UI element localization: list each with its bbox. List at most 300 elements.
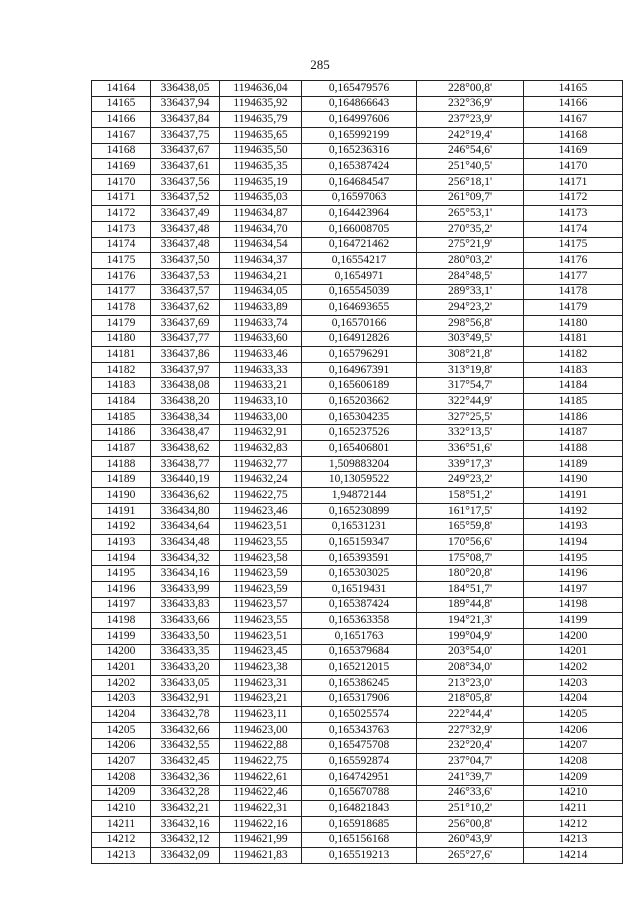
point-number-cell: 14172 — [92, 206, 151, 222]
distance-cell: 0,16531231 — [302, 519, 417, 535]
point-number-cell: 14206 — [92, 738, 151, 754]
next-point-number-cell: 14193 — [524, 519, 623, 535]
distance-cell: 0,165918685 — [302, 816, 417, 832]
point-number-cell: 14179 — [92, 315, 151, 331]
y-coordinate-cell: 1194636,04 — [220, 81, 302, 97]
point-number-cell: 14174 — [92, 237, 151, 253]
distance-cell: 0,164742951 — [302, 769, 417, 785]
y-coordinate-cell: 1194633,21 — [220, 378, 302, 394]
point-number-cell: 14187 — [92, 441, 151, 457]
next-point-number-cell: 14177 — [524, 268, 623, 284]
point-number-cell: 14195 — [92, 566, 151, 582]
x-coordinate-cell: 336434,16 — [151, 566, 220, 582]
point-number-cell: 14211 — [92, 816, 151, 832]
direction-angle-cell: 165°59,8' — [417, 519, 524, 535]
table-row — [92, 722, 623, 738]
distance-cell: 0,165363358 — [302, 613, 417, 629]
x-coordinate-cell: 336440,19 — [151, 472, 220, 488]
x-coordinate-cell: 336434,64 — [151, 519, 220, 535]
x-coordinate-cell: 336437,84 — [151, 112, 220, 128]
point-number-cell: 14189 — [92, 472, 151, 488]
y-coordinate-cell: 1194632,77 — [220, 456, 302, 472]
direction-angle-cell: 203°54,0' — [417, 644, 524, 660]
table-row — [92, 754, 623, 770]
point-number-cell: 14200 — [92, 644, 151, 660]
next-point-number-cell: 14194 — [524, 535, 623, 551]
point-number-cell: 14164 — [92, 81, 151, 97]
direction-angle-cell: 317°54,7' — [417, 378, 524, 394]
y-coordinate-cell: 1194632,83 — [220, 441, 302, 457]
direction-angle-cell: 280°03,2' — [417, 253, 524, 269]
y-coordinate-cell: 1194622,46 — [220, 785, 302, 801]
point-number-cell: 14193 — [92, 535, 151, 551]
y-coordinate-cell: 1194623,51 — [220, 628, 302, 644]
direction-angle-cell: 265°53,1' — [417, 206, 524, 222]
y-coordinate-cell: 1194635,03 — [220, 190, 302, 206]
direction-angle-cell: 237°04,7' — [417, 754, 524, 770]
distance-cell: 0,165156168 — [302, 832, 417, 848]
next-point-number-cell: 14185 — [524, 394, 623, 410]
direction-angle-cell: 246°54,6' — [417, 143, 524, 159]
next-point-number-cell: 14191 — [524, 488, 623, 504]
table-row — [92, 801, 623, 817]
point-number-cell: 14182 — [92, 362, 151, 378]
x-coordinate-cell: 336436,62 — [151, 488, 220, 504]
direction-angle-cell: 249°23,2' — [417, 472, 524, 488]
table-row — [92, 628, 623, 644]
y-coordinate-cell: 1194634,54 — [220, 237, 302, 253]
distance-cell: 0,165479576 — [302, 81, 417, 97]
distance-cell: 0,165670788 — [302, 785, 417, 801]
x-coordinate-cell: 336438,20 — [151, 394, 220, 410]
direction-angle-cell: 161°17,5' — [417, 503, 524, 519]
distance-cell: 0,16519431 — [302, 582, 417, 598]
table-row — [92, 456, 623, 472]
x-coordinate-cell: 336438,47 — [151, 425, 220, 441]
x-coordinate-cell: 336437,57 — [151, 284, 220, 300]
table-row — [92, 253, 623, 269]
next-point-number-cell: 14176 — [524, 253, 623, 269]
next-point-number-cell: 14169 — [524, 143, 623, 159]
point-number-cell: 14188 — [92, 456, 151, 472]
table-row — [92, 268, 623, 284]
distance-cell: 0,164821843 — [302, 801, 417, 817]
distance-cell: 0,165386245 — [302, 675, 417, 691]
y-coordinate-cell: 1194622,31 — [220, 801, 302, 817]
point-number-cell: 14185 — [92, 409, 151, 425]
x-coordinate-cell: 336433,83 — [151, 597, 220, 613]
point-number-cell: 14186 — [92, 425, 151, 441]
direction-angle-cell: 256°00,8' — [417, 816, 524, 832]
y-coordinate-cell: 1194623,21 — [220, 691, 302, 707]
point-number-cell: 14176 — [92, 268, 151, 284]
direction-angle-cell: 246°33,6' — [417, 785, 524, 801]
next-point-number-cell: 14166 — [524, 96, 623, 112]
distance-cell: 0,164967391 — [302, 362, 417, 378]
x-coordinate-cell: 336437,67 — [151, 143, 220, 159]
next-point-number-cell: 14179 — [524, 300, 623, 316]
table-row — [92, 127, 623, 143]
direction-angle-cell: 194°21,3' — [417, 613, 524, 629]
x-coordinate-cell: 336433,99 — [151, 582, 220, 598]
next-point-number-cell: 14183 — [524, 362, 623, 378]
next-point-number-cell: 14206 — [524, 722, 623, 738]
distance-cell: 0,165545039 — [302, 284, 417, 300]
next-point-number-cell: 14207 — [524, 738, 623, 754]
table-row — [92, 848, 623, 864]
point-number-cell: 14168 — [92, 143, 151, 159]
direction-angle-cell: 261°09,7' — [417, 190, 524, 206]
table-row — [92, 394, 623, 410]
x-coordinate-cell: 336438,05 — [151, 81, 220, 97]
table-row — [92, 519, 623, 535]
y-coordinate-cell: 1194623,57 — [220, 597, 302, 613]
distance-cell: 0,165519213 — [302, 848, 417, 864]
point-number-cell: 14196 — [92, 582, 151, 598]
y-coordinate-cell: 1194635,35 — [220, 159, 302, 175]
table-row — [92, 206, 623, 222]
point-number-cell: 14190 — [92, 488, 151, 504]
distance-cell: 0,165475708 — [302, 738, 417, 754]
distance-cell: 0,164721462 — [302, 237, 417, 253]
point-number-cell: 14173 — [92, 221, 151, 237]
direction-angle-cell: 275°21,9' — [417, 237, 524, 253]
distance-cell: 0,165796291 — [302, 347, 417, 363]
y-coordinate-cell: 1194635,19 — [220, 174, 302, 190]
point-number-cell: 14210 — [92, 801, 151, 817]
distance-cell: 0,165025574 — [302, 707, 417, 723]
table-row — [92, 738, 623, 754]
direction-angle-cell: 189°44,8' — [417, 597, 524, 613]
next-point-number-cell: 14208 — [524, 754, 623, 770]
y-coordinate-cell: 1194632,24 — [220, 472, 302, 488]
point-number-cell: 14202 — [92, 675, 151, 691]
distance-cell: 0,165992199 — [302, 127, 417, 143]
point-number-cell: 14183 — [92, 378, 151, 394]
next-point-number-cell: 14171 — [524, 174, 623, 190]
next-point-number-cell: 14186 — [524, 409, 623, 425]
y-coordinate-cell: 1194634,05 — [220, 284, 302, 300]
direction-angle-cell: 242°19,4' — [417, 127, 524, 143]
point-number-cell: 14166 — [92, 112, 151, 128]
direction-angle-cell: 175°08,7' — [417, 550, 524, 566]
direction-angle-cell: 232°36,9' — [417, 96, 524, 112]
point-number-cell: 14169 — [92, 159, 151, 175]
next-point-number-cell: 14210 — [524, 785, 623, 801]
next-point-number-cell: 14167 — [524, 112, 623, 128]
point-number-cell: 14181 — [92, 347, 151, 363]
direction-angle-cell: 313°19,8' — [417, 362, 524, 378]
direction-angle-cell: 265°27,6' — [417, 848, 524, 864]
y-coordinate-cell: 1194623,55 — [220, 535, 302, 551]
next-point-number-cell: 14205 — [524, 707, 623, 723]
point-number-cell: 14180 — [92, 331, 151, 347]
table-row — [92, 378, 623, 394]
distance-cell: 0,164866643 — [302, 96, 417, 112]
x-coordinate-cell: 336432,91 — [151, 691, 220, 707]
x-coordinate-cell: 336432,66 — [151, 722, 220, 738]
table-row — [92, 613, 623, 629]
next-point-number-cell: 14200 — [524, 628, 623, 644]
next-point-number-cell: 14184 — [524, 378, 623, 394]
x-coordinate-cell: 336437,86 — [151, 347, 220, 363]
x-coordinate-cell: 336437,56 — [151, 174, 220, 190]
point-number-cell: 14191 — [92, 503, 151, 519]
table-body — [92, 81, 623, 864]
distance-cell: 0,164997606 — [302, 112, 417, 128]
table-row — [92, 488, 623, 504]
next-point-number-cell: 14165 — [524, 81, 623, 97]
direction-angle-cell: 170°56,6' — [417, 535, 524, 551]
distance-cell: 0,164693655 — [302, 300, 417, 316]
next-point-number-cell: 14181 — [524, 331, 623, 347]
direction-angle-cell: 218°05,8' — [417, 691, 524, 707]
direction-angle-cell: 270°35,2' — [417, 221, 524, 237]
x-coordinate-cell: 336437,94 — [151, 96, 220, 112]
y-coordinate-cell: 1194622,16 — [220, 816, 302, 832]
distance-cell: 0,165159347 — [302, 535, 417, 551]
y-coordinate-cell: 1194633,74 — [220, 315, 302, 331]
table-row — [92, 174, 623, 190]
next-point-number-cell: 14173 — [524, 206, 623, 222]
direction-angle-cell: 332°13,5' — [417, 425, 524, 441]
table-row — [92, 143, 623, 159]
distance-cell: 0,165387424 — [302, 597, 417, 613]
y-coordinate-cell: 1194634,87 — [220, 206, 302, 222]
next-point-number-cell: 14187 — [524, 425, 623, 441]
x-coordinate-cell: 336437,48 — [151, 221, 220, 237]
point-number-cell: 14197 — [92, 597, 151, 613]
distance-cell: 0,165387424 — [302, 159, 417, 175]
table-row — [92, 190, 623, 206]
x-coordinate-cell: 336438,62 — [151, 441, 220, 457]
direction-angle-cell: 228°00,8' — [417, 81, 524, 97]
x-coordinate-cell: 336432,12 — [151, 832, 220, 848]
x-coordinate-cell: 336437,49 — [151, 206, 220, 222]
table-row — [92, 112, 623, 128]
point-number-cell: 14165 — [92, 96, 151, 112]
point-number-cell: 14184 — [92, 394, 151, 410]
distance-cell: 0,164912826 — [302, 331, 417, 347]
table-row — [92, 347, 623, 363]
table-row — [92, 409, 623, 425]
point-number-cell: 14209 — [92, 785, 151, 801]
x-coordinate-cell: 336433,20 — [151, 660, 220, 676]
direction-angle-cell: 251°10,2' — [417, 801, 524, 817]
y-coordinate-cell: 1194634,37 — [220, 253, 302, 269]
direction-angle-cell: 213°23,0' — [417, 675, 524, 691]
x-coordinate-cell: 336433,66 — [151, 613, 220, 629]
direction-angle-cell: 256°18,1' — [417, 174, 524, 190]
table-row — [92, 315, 623, 331]
x-coordinate-cell: 336432,55 — [151, 738, 220, 754]
x-coordinate-cell: 336437,97 — [151, 362, 220, 378]
distance-cell: 10,13059522 — [302, 472, 417, 488]
distance-cell: 0,165592874 — [302, 754, 417, 770]
y-coordinate-cell: 1194622,61 — [220, 769, 302, 785]
table-row — [92, 503, 623, 519]
distance-cell: 0,16597063 — [302, 190, 417, 206]
table-row — [92, 597, 623, 613]
x-coordinate-cell: 336438,08 — [151, 378, 220, 394]
x-coordinate-cell: 336432,16 — [151, 816, 220, 832]
y-coordinate-cell: 1194633,89 — [220, 300, 302, 316]
distance-cell: 0,165303025 — [302, 566, 417, 582]
direction-angle-cell: 322°44,9' — [417, 394, 524, 410]
distance-cell: 0,165237526 — [302, 425, 417, 441]
distance-cell: 0,164684547 — [302, 174, 417, 190]
direction-angle-cell: 294°23,2' — [417, 300, 524, 316]
y-coordinate-cell: 1194633,60 — [220, 331, 302, 347]
distance-cell: 0,16554217 — [302, 253, 417, 269]
y-coordinate-cell: 1194623,59 — [220, 566, 302, 582]
y-coordinate-cell: 1194635,92 — [220, 96, 302, 112]
next-point-number-cell: 14174 — [524, 221, 623, 237]
next-point-number-cell: 14196 — [524, 566, 623, 582]
point-number-cell: 14212 — [92, 832, 151, 848]
next-point-number-cell: 14212 — [524, 816, 623, 832]
y-coordinate-cell: 1194623,51 — [220, 519, 302, 535]
y-coordinate-cell: 1194623,46 — [220, 503, 302, 519]
y-coordinate-cell: 1194623,31 — [220, 675, 302, 691]
direction-angle-cell: 208°34,0' — [417, 660, 524, 676]
distance-cell: 0,165212015 — [302, 660, 417, 676]
direction-angle-cell: 339°17,3' — [417, 456, 524, 472]
next-point-number-cell: 14197 — [524, 582, 623, 598]
point-number-cell: 14213 — [92, 848, 151, 864]
distance-cell: 0,1651763 — [302, 628, 417, 644]
table-row — [92, 362, 623, 378]
y-coordinate-cell: 1194623,59 — [220, 582, 302, 598]
distance-cell: 0,165606189 — [302, 378, 417, 394]
direction-angle-cell: 336°51,6' — [417, 441, 524, 457]
direction-angle-cell: 303°49,5' — [417, 331, 524, 347]
table-row — [92, 769, 623, 785]
next-point-number-cell: 14209 — [524, 769, 623, 785]
direction-angle-cell: 199°04,9' — [417, 628, 524, 644]
table-row — [92, 237, 623, 253]
next-point-number-cell: 14189 — [524, 456, 623, 472]
next-point-number-cell: 14213 — [524, 832, 623, 848]
next-point-number-cell: 14175 — [524, 237, 623, 253]
table-row — [92, 566, 623, 582]
x-coordinate-cell: 336437,69 — [151, 315, 220, 331]
coordinates-table — [91, 80, 623, 864]
y-coordinate-cell: 1194634,70 — [220, 221, 302, 237]
direction-angle-cell: 222°44,4' — [417, 707, 524, 723]
distance-cell: 0,165343763 — [302, 722, 417, 738]
table-row — [92, 582, 623, 598]
x-coordinate-cell: 336437,77 — [151, 331, 220, 347]
direction-angle-cell: 284°48,5' — [417, 268, 524, 284]
table-row — [92, 707, 623, 723]
next-point-number-cell: 14168 — [524, 127, 623, 143]
direction-angle-cell: 232°20,4' — [417, 738, 524, 754]
next-point-number-cell: 14182 — [524, 347, 623, 363]
table-row — [92, 472, 623, 488]
x-coordinate-cell: 336437,62 — [151, 300, 220, 316]
point-number-cell: 14167 — [92, 127, 151, 143]
y-coordinate-cell: 1194634,21 — [220, 268, 302, 284]
table-row — [92, 441, 623, 457]
distance-cell: 0,16570166 — [302, 315, 417, 331]
x-coordinate-cell: 336438,34 — [151, 409, 220, 425]
x-coordinate-cell: 336432,45 — [151, 754, 220, 770]
direction-angle-cell: 308°21,8' — [417, 347, 524, 363]
table-row — [92, 832, 623, 848]
distance-cell: 0,165203662 — [302, 394, 417, 410]
table-row — [92, 644, 623, 660]
y-coordinate-cell: 1194622,75 — [220, 754, 302, 770]
x-coordinate-cell: 336432,09 — [151, 848, 220, 864]
distance-cell: 0,165406801 — [302, 441, 417, 457]
point-number-cell: 14198 — [92, 613, 151, 629]
x-coordinate-cell: 336433,05 — [151, 675, 220, 691]
direction-angle-cell: 260°43,9' — [417, 832, 524, 848]
next-point-number-cell: 14192 — [524, 503, 623, 519]
y-coordinate-cell: 1194623,58 — [220, 550, 302, 566]
distance-cell: 0,165230899 — [302, 503, 417, 519]
next-point-number-cell: 14198 — [524, 597, 623, 613]
x-coordinate-cell: 336437,53 — [151, 268, 220, 284]
table-row — [92, 81, 623, 97]
next-point-number-cell: 14204 — [524, 691, 623, 707]
next-point-number-cell: 14202 — [524, 660, 623, 676]
direction-angle-cell: 289°33,1' — [417, 284, 524, 300]
table-row — [92, 660, 623, 676]
x-coordinate-cell: 336433,35 — [151, 644, 220, 660]
table-row — [92, 284, 623, 300]
direction-angle-cell: 298°56,8' — [417, 315, 524, 331]
next-point-number-cell: 14201 — [524, 644, 623, 660]
y-coordinate-cell: 1194623,55 — [220, 613, 302, 629]
y-coordinate-cell: 1194635,79 — [220, 112, 302, 128]
y-coordinate-cell: 1194621,99 — [220, 832, 302, 848]
next-point-number-cell: 14172 — [524, 190, 623, 206]
x-coordinate-cell: 336432,28 — [151, 785, 220, 801]
table-row — [92, 300, 623, 316]
x-coordinate-cell: 336432,21 — [151, 801, 220, 817]
x-coordinate-cell: 336434,80 — [151, 503, 220, 519]
x-coordinate-cell: 336432,36 — [151, 769, 220, 785]
next-point-number-cell: 14203 — [524, 675, 623, 691]
point-number-cell: 14199 — [92, 628, 151, 644]
point-number-cell: 14192 — [92, 519, 151, 535]
table-row — [92, 535, 623, 551]
distance-cell: 0,165304235 — [302, 409, 417, 425]
next-point-number-cell: 14199 — [524, 613, 623, 629]
x-coordinate-cell: 336437,48 — [151, 237, 220, 253]
y-coordinate-cell: 1194633,46 — [220, 347, 302, 363]
point-number-cell: 14203 — [92, 691, 151, 707]
point-number-cell: 14171 — [92, 190, 151, 206]
distance-cell: 1,509883204 — [302, 456, 417, 472]
x-coordinate-cell: 336437,50 — [151, 253, 220, 269]
next-point-number-cell: 14170 — [524, 159, 623, 175]
y-coordinate-cell: 1194633,10 — [220, 394, 302, 410]
y-coordinate-cell: 1194623,38 — [220, 660, 302, 676]
y-coordinate-cell: 1194632,91 — [220, 425, 302, 441]
next-point-number-cell: 14188 — [524, 441, 623, 457]
point-number-cell: 14205 — [92, 722, 151, 738]
next-point-number-cell: 14190 — [524, 472, 623, 488]
table-row — [92, 425, 623, 441]
point-number-cell: 14175 — [92, 253, 151, 269]
point-number-cell: 14201 — [92, 660, 151, 676]
x-coordinate-cell: 336437,75 — [151, 127, 220, 143]
y-coordinate-cell: 1194622,88 — [220, 738, 302, 754]
next-point-number-cell: 14211 — [524, 801, 623, 817]
